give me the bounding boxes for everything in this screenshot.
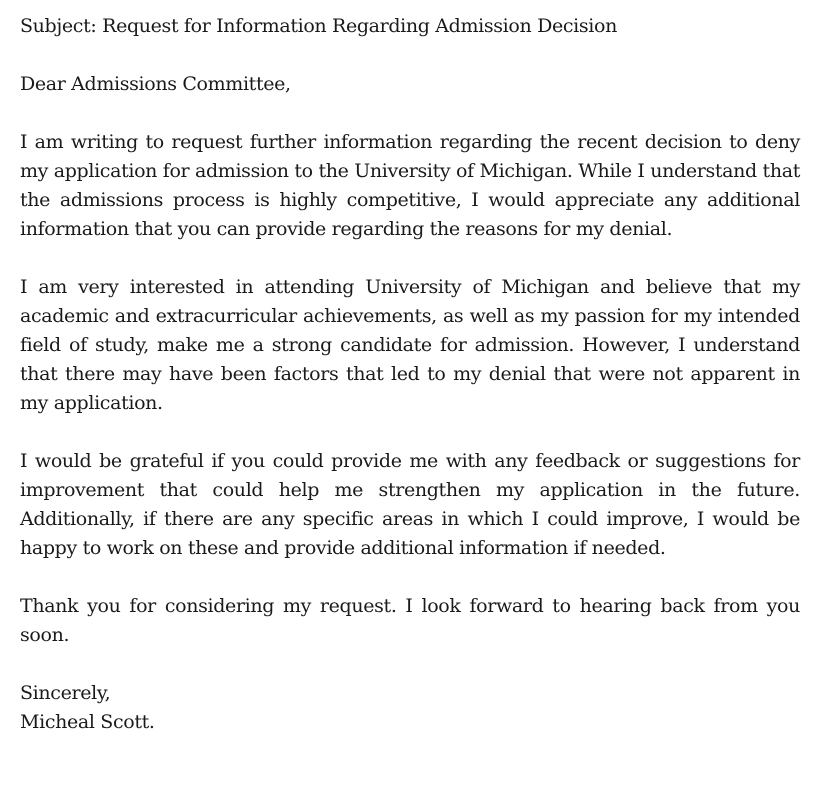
letter-signature: Micheal Scott. — [20, 711, 155, 733]
letter-greeting: Dear Admissions Committee, — [20, 73, 291, 95]
letter-document — [20, 12, 800, 737]
letter-paragraph-3: I would be grateful if you could provide me with any feedback or suggestions for improvement that could help me strengthen my application in the future. Additionally, if there are any specific areas in which I could improve, I would be happy to work on these and provide additional information if needed. — [20, 450, 800, 559]
letter-paragraph-2: I am very interested in attending University of Michigan and believe that my academic and extracurricular achievements, as well as my passion for my intended field of study, make me a strong candidate for admission. However, I understand that there may have been factors that led to my denial that were not apparent in my application. — [20, 276, 800, 414]
letter-paragraph-1: I am writing to request further information regarding the recent decision to deny my application for admission to the University of Michigan. While I understand that the admissions process is highly competitive, I would appreciate any additional information that you can provide regarding the reasons for my denial. — [20, 131, 800, 240]
letter-paragraph-4: Thank you for considering my request. I look forward to hearing back from you soon. — [20, 595, 800, 646]
letter-closing: Sincerely, — [20, 682, 111, 704]
letter-subject: Subject: Request for Information Regarding Admission Decision — [20, 15, 617, 37]
